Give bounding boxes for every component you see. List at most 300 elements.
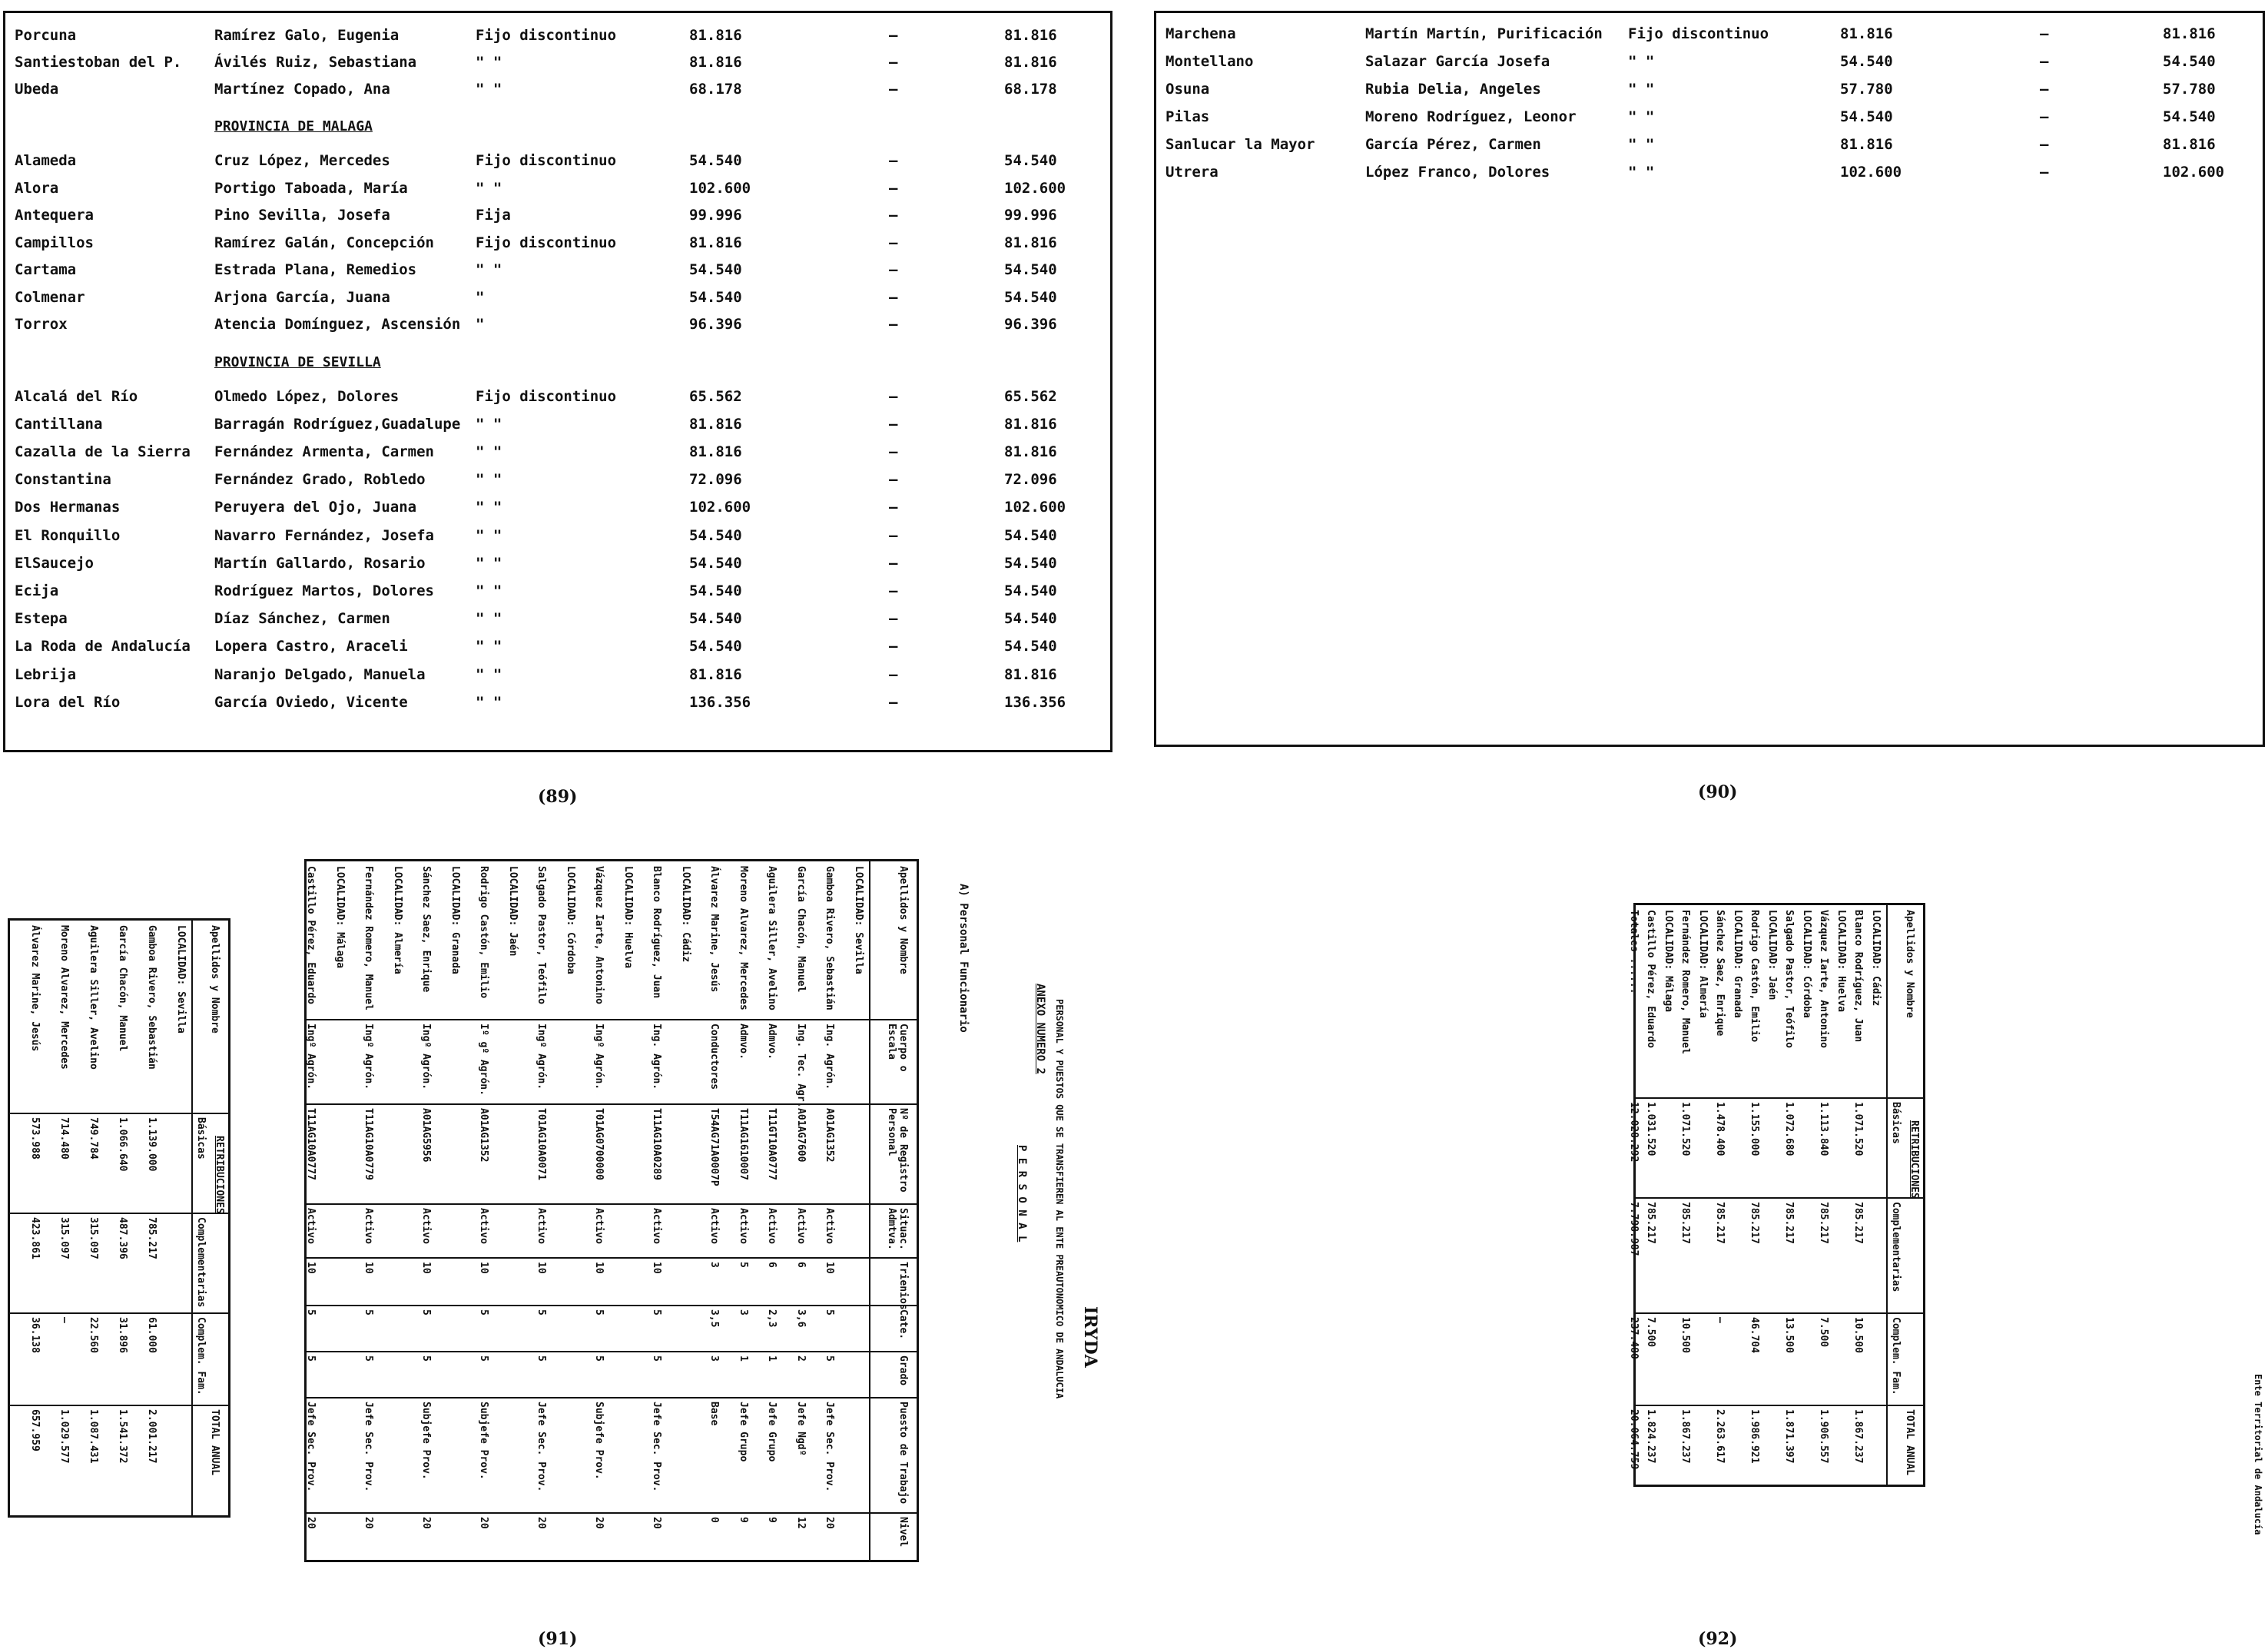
table-91-heading-line: PERSONAL Y PUESTOS QUE SE TRANSFIEREN AL ENTE PREAUTONOMICO DE ANDALUCIA: [1054, 999, 1065, 1399]
table-row: [732, 861, 749, 1560]
cell-cat: 5: [536, 1309, 548, 1316]
cell-b: –: [889, 499, 898, 516]
cell-name: LOCALIDAD: Málaga: [1663, 910, 1674, 1013]
cell-fam: 7.500: [1818, 1317, 1830, 1348]
cell-name: Martín Martín, Purificación: [1365, 25, 1603, 42]
cell-name: Atencia Domínguez, Ascensión: [214, 316, 461, 333]
cell-a: 54.540: [689, 526, 742, 544]
cell-tipo: Fijo discontinuo: [476, 234, 617, 251]
table-90-body: [1156, 13, 2263, 745]
cell-c: 81.816: [1004, 27, 1057, 44]
cell-cuerpo: Ing. Tec. Agr.: [795, 1024, 807, 1108]
table-row: [5, 610, 1110, 635]
cell-name: Fernández Grado, Robledo: [214, 471, 426, 489]
cell-a: 81.816: [689, 234, 742, 251]
cell-cuerpo: Iº gº Agrón.: [478, 1024, 490, 1096]
table-row: [5, 638, 1110, 662]
cell-puesto: Jefe Sec. Prov.: [536, 1402, 548, 1492]
cell-cat: 3: [738, 1309, 749, 1316]
cell-tri: 10: [420, 1262, 433, 1274]
cell-name: Rodríguez Martos, Dolores: [214, 582, 434, 599]
cell-tipo: Fijo discontinuo: [476, 152, 617, 169]
cell-loc: Campillos: [15, 234, 94, 251]
cell-b: –: [2040, 108, 2049, 125]
cell-tipo: " ": [1628, 136, 1655, 153]
table-row: [416, 861, 433, 1560]
cell-reg: A01AG1352: [478, 1108, 490, 1163]
cell-name: Moreno Alvarez, Mercedes: [58, 925, 70, 1070]
cell-b: –: [2040, 53, 2049, 70]
cell-cat: 5: [363, 1309, 375, 1316]
table-row: [300, 861, 317, 1560]
table-row: [1156, 108, 2263, 133]
cell-niv: 20: [305, 1517, 317, 1529]
table-row: [502, 861, 519, 1560]
cell-b: –: [889, 526, 898, 544]
column-header: Básicas: [1890, 1102, 1902, 1144]
cell-tot: 1.541.372: [117, 1409, 128, 1464]
cell-fam: –: [58, 1317, 70, 1323]
cell-loc: Constantina: [15, 471, 111, 489]
cell-puesto: Jefe Sec. Prov.: [651, 1402, 663, 1492]
cell-sit: Activo: [766, 1208, 778, 1244]
table-row: [790, 861, 807, 1560]
cell-niv: 20: [478, 1517, 490, 1529]
cell-reg: T01AG10A0071: [536, 1108, 548, 1180]
cell-c: 81.816: [1004, 443, 1057, 460]
cell-c: 54.540: [1004, 610, 1057, 628]
cell-b: –: [889, 415, 898, 433]
cell-name: Sánchez Saez, Enrique: [1714, 910, 1726, 1037]
cell-tipo: ": [476, 316, 485, 333]
caption-89: (89): [538, 787, 578, 807]
cell-loc: Ecija: [15, 582, 59, 599]
caption-90: (90): [1698, 782, 1738, 802]
province-heading-malaga: PROVINCIA DE MALAGA: [214, 118, 373, 134]
cell-cat: 3,5: [708, 1309, 721, 1328]
cell-name: Barragán Rodríguez,Guadalupe: [214, 415, 461, 433]
cell-c: 99.996: [1004, 207, 1057, 224]
cell-gr: 5: [305, 1355, 317, 1362]
cell-comp: 785.217: [1818, 1202, 1830, 1244]
cell-name: Ramírez Galo, Eugenia: [214, 27, 400, 44]
cell-a: 102.600: [689, 179, 751, 197]
cell-gr: 5: [593, 1355, 605, 1362]
caption-91: (91): [538, 1629, 578, 1649]
header-divider: [1886, 905, 1888, 1485]
cell-tipo: " ": [476, 665, 502, 683]
cell-name: LOCALIDAD: Jaén: [507, 866, 519, 957]
cell-tipo: " ": [1628, 53, 1655, 70]
table-row: [704, 861, 721, 1560]
cell-name: Moreno Alvarez, Mercedes: [738, 866, 749, 1010]
cell-loc: La Roda de Andalucía: [15, 638, 191, 655]
cell-sit: Activo: [593, 1208, 605, 1244]
cell-gr: 3: [708, 1355, 721, 1362]
table-89: [3, 11, 1112, 752]
cell-a: 102.600: [689, 499, 751, 516]
column-header: Complem. Fam.: [1890, 1317, 1902, 1395]
cell-tot: 1.867.237: [1852, 1409, 1865, 1464]
cell-cat: 5: [420, 1309, 433, 1316]
cell-b: –: [889, 27, 898, 44]
cell-gr: 2: [795, 1355, 807, 1362]
cell-name: Fernández Armenta, Carmen: [214, 443, 434, 460]
cell-tipo: " ": [476, 415, 502, 433]
cell-sit: Activo: [795, 1208, 807, 1244]
cell-gr: 5: [824, 1355, 836, 1362]
cell-b: –: [889, 582, 898, 599]
group-header: RETRIBUCIONES: [214, 1136, 225, 1214]
cell-loc: Osuna: [1166, 81, 1210, 98]
cell-name: Ávilés Ruiz, Sebastiana: [214, 54, 417, 71]
table-row: [1779, 905, 1796, 1485]
cell-comp: 785.217: [1852, 1202, 1865, 1244]
cell-tipo: " ": [476, 54, 502, 71]
cell-name: Aguilera Siller, Avelino: [88, 925, 99, 1070]
cell-cat: 5: [824, 1309, 836, 1316]
table-row: [5, 471, 1110, 496]
cell-name: Cruz López, Mercedes: [214, 152, 390, 169]
table-row: [1830, 905, 1847, 1485]
cell-sit: Activo: [738, 1208, 749, 1244]
cell-name: López Franco, Dolores: [1365, 164, 1550, 181]
cell-tipo: " ": [476, 81, 502, 98]
cell-c: 65.562: [1004, 387, 1057, 405]
table-89-body: [5, 13, 1110, 750]
cell-a: 81.816: [689, 443, 742, 460]
cell-cat: 5: [478, 1309, 490, 1316]
table-91-heading-personal: P E R S O N A L: [1016, 1145, 1028, 1243]
column-header: Apellidos y Nombre: [209, 925, 220, 1034]
cell-c: 81.816: [1004, 415, 1057, 433]
cell-comp: 315.097: [88, 1217, 99, 1259]
cell-tipo: Fijo discontinuo: [476, 27, 617, 44]
cell-puesto: Jefe Sec. Prov.: [363, 1402, 375, 1492]
cell-cuerpo: Ingº Agrón.: [593, 1024, 605, 1090]
table-row: [141, 921, 158, 1515]
cell-name: Totales ......: [1628, 910, 1640, 994]
cell-tot: 1.029.577: [58, 1409, 70, 1464]
cell-a: 54.540: [689, 610, 742, 628]
cell-reg: A01AG7600: [795, 1108, 807, 1163]
cell-name: Díaz Sánchez, Carmen: [214, 610, 390, 628]
cell-name: Ramírez Galán, Concepción: [214, 234, 434, 251]
table-row: [5, 316, 1110, 340]
cell-niv: 20: [593, 1517, 605, 1529]
cell-tri: 10: [593, 1262, 605, 1274]
cell-a: 136.356: [689, 693, 751, 711]
column-header: Complem. Fam.: [195, 1317, 207, 1395]
table-row: [1657, 905, 1674, 1485]
cell-loc: Montellano: [1166, 53, 1254, 70]
cell-puesto: Jefe Sec. Prov.: [305, 1402, 317, 1492]
cell-loc: Torrox: [15, 316, 68, 333]
cell-gr: 5: [420, 1355, 433, 1362]
cell-name: Lopera Castro, Araceli: [214, 638, 408, 655]
column-header: Apellidos y Nombre: [897, 866, 909, 974]
column-header: Nivel: [897, 1517, 909, 1548]
cell-name: Olmedo López, Dolores: [214, 387, 400, 405]
cell-bas: 1.155.000: [1749, 1102, 1761, 1156]
cell-name: Navarro Fernández, Josefa: [214, 526, 434, 544]
cell-puesto: Jefe Grupo: [738, 1402, 749, 1462]
cell-comp: 785.217: [146, 1217, 158, 1259]
cell-c: 72.096: [1004, 471, 1057, 489]
cell-sit: Activo: [651, 1208, 663, 1244]
cell-tot: 2.263.617: [1714, 1409, 1726, 1464]
table-row: [589, 861, 605, 1560]
table-row: [617, 861, 634, 1560]
cell-bas: 1.031.520: [1645, 1102, 1657, 1156]
cell-tot: 1.871.397: [1783, 1409, 1796, 1464]
cell-a: 65.562: [689, 387, 742, 405]
cell-gr: 1: [738, 1355, 749, 1362]
cell-niv: 20: [651, 1517, 663, 1529]
cell-sit: Activo: [305, 1208, 317, 1244]
cell-puesto: Jefe Grupo: [766, 1402, 778, 1462]
cell-name: LOCALIDAD: Jaén: [1766, 910, 1778, 1000]
cell-a: 102.600: [1840, 164, 1902, 181]
side-note: Ente Territorial de Andalucía: [2253, 1374, 2263, 1535]
cell-a: 81.816: [1840, 25, 1893, 42]
table-row: [24, 921, 41, 1515]
table-row: [5, 388, 1110, 413]
cell-name: Castillo Pérez, Eduardo: [305, 866, 317, 1005]
cell-loc: Ubeda: [15, 81, 59, 98]
cell-name: García Chacón, Manuel: [117, 925, 128, 1052]
cell-b: –: [889, 152, 898, 169]
cell-name: LOCALIDAD: Cádiz: [680, 866, 691, 963]
cell-cuerpo: Ing. Agrón.: [651, 1024, 663, 1090]
cell-tipo: Fijo discontinuo: [1628, 25, 1769, 42]
table-91-heading-anexo: ANEXO NUMERO 2: [1034, 984, 1046, 1075]
cell-tri: 10: [824, 1262, 836, 1274]
cell-name: LOCALIDAD: Sevilla: [853, 866, 864, 974]
cell-cuerpo: Ingº Agrón.: [305, 1024, 317, 1090]
cell-name: Naranjo Delgado, Manuela: [214, 665, 426, 683]
table-row: [5, 234, 1110, 259]
cell-gr: 5: [651, 1355, 663, 1362]
cell-comp: 7.798.987: [1628, 1202, 1640, 1256]
cell-comp: 785.217: [1679, 1202, 1692, 1244]
cell-puesto: Subjefe Prov.: [593, 1402, 605, 1480]
cell-cat: 5: [593, 1309, 605, 1316]
cell-niv: 12: [795, 1517, 807, 1529]
cell-name: Gamboa Rivero, Sebastián: [146, 925, 158, 1070]
table-91-heading-iryda: IRYDA: [1080, 1306, 1100, 1368]
cell-comp: 487.396: [117, 1217, 128, 1259]
cell-c: 54.540: [1004, 261, 1057, 278]
cell-c: 68.178: [1004, 81, 1057, 98]
cell-tipo: " ": [476, 499, 502, 516]
cell-loc: Colmenar: [15, 288, 85, 306]
cell-tipo: " ": [1628, 81, 1655, 98]
cell-sit: Activo: [363, 1208, 375, 1244]
cell-tipo: Fija: [476, 207, 511, 224]
cell-tri: 6: [795, 1262, 807, 1268]
cell-a: 54.540: [689, 152, 742, 169]
cell-a: 57.780: [1840, 81, 1893, 98]
cell-name: Blanco Rodríguez, Juan: [1852, 910, 1865, 1043]
cell-tot: 1.867.237: [1679, 1409, 1692, 1464]
cell-comp: 315.097: [58, 1217, 70, 1259]
cell-tipo: " ": [476, 179, 502, 197]
cell-sit: Activo: [824, 1208, 836, 1244]
cell-tipo: " ": [476, 261, 502, 278]
cell-name: Salgado Pastor, Teófilo: [536, 866, 548, 1005]
cell-tot: 1.986.921: [1749, 1409, 1761, 1464]
table-row: [1623, 905, 1640, 1485]
table-row: [170, 921, 187, 1515]
cell-name: Moreno Rodríguez, Leonor: [1365, 108, 1577, 125]
caption-92: (92): [1698, 1629, 1738, 1649]
cell-niv: 9: [766, 1517, 778, 1523]
cell-b: –: [889, 638, 898, 655]
cell-fam: –: [1714, 1317, 1726, 1323]
cell-name: LOCALIDAD: Almería: [392, 866, 403, 974]
cell-c: 81.816: [2163, 25, 2216, 42]
cell-tri: 5: [738, 1262, 749, 1268]
cell-loc: Marchena: [1166, 25, 1236, 42]
cell-reg: T11AG1610007: [738, 1108, 749, 1180]
table-row: [1865, 905, 1882, 1485]
cell-c: 54.540: [1004, 638, 1057, 655]
cell-fam: 36.138: [29, 1317, 41, 1353]
cell-fam: 46.704: [1749, 1317, 1761, 1353]
cell-puesto: Base: [708, 1402, 721, 1426]
table-row: [329, 861, 346, 1560]
table-row: [5, 416, 1110, 440]
table-91-retribuciones: [8, 918, 230, 1518]
cell-b: –: [889, 81, 898, 98]
cell-niv: 20: [363, 1517, 375, 1529]
cell-name: Rodrigo Castón, Emilio: [1749, 910, 1761, 1043]
cell-bas: 1.478.400: [1714, 1102, 1726, 1156]
cell-name: LOCALIDAD: Málaga: [334, 866, 346, 969]
cell-bas: 1.072.680: [1783, 1102, 1796, 1156]
column-header: Puesto de Trabajo: [897, 1402, 909, 1505]
column-header: Cate.: [897, 1309, 909, 1340]
cell-name: Fernández Romero, Manuel: [1679, 910, 1692, 1054]
cell-fam: 7.500: [1645, 1317, 1657, 1348]
cell-name: Pino Sevilla, Josefa: [214, 207, 390, 224]
cell-tipo: ": [476, 288, 485, 306]
column-header: Nº de Registro Personal: [886, 1108, 909, 1193]
cell-tot: 657.959: [29, 1409, 41, 1452]
cell-name: LOCALIDAD: Córdoba: [1801, 910, 1812, 1018]
cell-fam: 237.480: [1628, 1317, 1640, 1359]
table-91-heading-sub: A) Personal Funcionario: [957, 884, 970, 1033]
cell-b: –: [889, 387, 898, 405]
cell-tipo: " ": [1628, 108, 1655, 125]
cell-a: 81.816: [1840, 136, 1893, 153]
cell-fam: 61.000: [146, 1317, 158, 1353]
cell-reg: T54AG71A0007P: [708, 1108, 721, 1186]
cell-a: 54.540: [689, 261, 742, 278]
table-row: [5, 54, 1110, 78]
table-row: [1675, 905, 1692, 1485]
cell-b: –: [2040, 136, 2049, 153]
column-header: Cuerpo o Escala: [886, 1024, 909, 1072]
cell-b: –: [889, 554, 898, 572]
cell-tot: 1.906.557: [1818, 1409, 1830, 1464]
table-row: [675, 861, 691, 1560]
cell-b: –: [889, 693, 898, 711]
cell-fam: 22.560: [88, 1317, 99, 1353]
table-row: [82, 921, 99, 1515]
cell-name: Martínez Copado, Ana: [214, 81, 390, 98]
cell-b: –: [889, 207, 898, 224]
cell-tri: 6: [766, 1262, 778, 1268]
cell-name: Salgado Pastor, Teófilo: [1783, 910, 1796, 1049]
cell-cuerpo: Ingº Agrón.: [536, 1024, 548, 1090]
cell-comp: 423.861: [29, 1217, 41, 1259]
table-row: [1156, 25, 2263, 50]
cell-name: Vázquez Iarte, Antonino: [1818, 910, 1830, 1049]
cell-c: 102.600: [2163, 164, 2225, 181]
column-header: Apellidos y Nombre: [1904, 910, 1915, 1018]
table-row: [1796, 905, 1812, 1485]
cell-bas: 1.071.520: [1852, 1102, 1865, 1156]
cell-name: Álvarez Marine, Jesús: [29, 925, 41, 1052]
column-header: TOTAL ANUAL: [209, 1409, 220, 1476]
cell-fam: 10.500: [1679, 1317, 1692, 1353]
cell-name: Martín Gallardo, Rosario: [214, 554, 426, 572]
cell-comp: 785.217: [1714, 1202, 1726, 1244]
cell-name: Rodrigo Castón, Emilio: [478, 866, 490, 999]
cell-name: Fernández Romero, Manuel: [363, 866, 375, 1010]
table-row: [1156, 53, 2263, 78]
table-row: [1726, 905, 1743, 1485]
cell-bas: 1.113.840: [1818, 1102, 1830, 1156]
cell-b: –: [2040, 164, 2049, 181]
cell-cuerpo: Ingº Agrón.: [363, 1024, 375, 1090]
cell-comp: 785.217: [1749, 1202, 1761, 1244]
cell-name: Aguilera Siller, Avelino: [766, 866, 778, 1010]
cell-b: –: [889, 179, 898, 197]
cell-name: LOCALIDAD: Cádiz: [1870, 910, 1882, 1007]
table-row: [53, 921, 70, 1515]
cell-a: 96.396: [689, 316, 742, 333]
table-row: [5, 261, 1110, 286]
cell-name: Estrada Plana, Remedios: [214, 261, 417, 278]
cell-name: García Oviedo, Vicente: [214, 693, 408, 711]
cell-reg: T11AG10A0289: [651, 1108, 663, 1180]
cell-loc: Estepa: [15, 610, 68, 628]
table-row: [5, 499, 1110, 523]
cell-niv: 0: [708, 1517, 721, 1523]
cell-name: Arjona García, Juana: [214, 288, 390, 306]
table-row: [5, 180, 1110, 204]
cell-cuerpo: Ingº Agrón.: [420, 1024, 433, 1090]
cell-tipo: Fijo discontinuo: [476, 387, 617, 405]
table-row: [386, 861, 403, 1560]
cell-fam: 31.896: [117, 1317, 128, 1353]
cell-name: LOCALIDAD: Sevilla: [175, 925, 187, 1034]
cell-b: –: [2040, 25, 2049, 42]
cell-sit: Activo: [478, 1208, 490, 1244]
table-row: [1156, 81, 2263, 105]
column-header: Situac. Admtva.: [886, 1208, 909, 1250]
table-row: [1156, 164, 2263, 188]
cell-cat: 5: [305, 1309, 317, 1316]
cell-name: LOCALIDAD: Almería: [1697, 910, 1709, 1018]
cell-b: –: [889, 54, 898, 71]
cell-name: Blanco Rodríguez, Juan: [651, 866, 663, 999]
cell-loc: Alora: [15, 179, 59, 197]
cell-c: 102.600: [1004, 179, 1066, 197]
